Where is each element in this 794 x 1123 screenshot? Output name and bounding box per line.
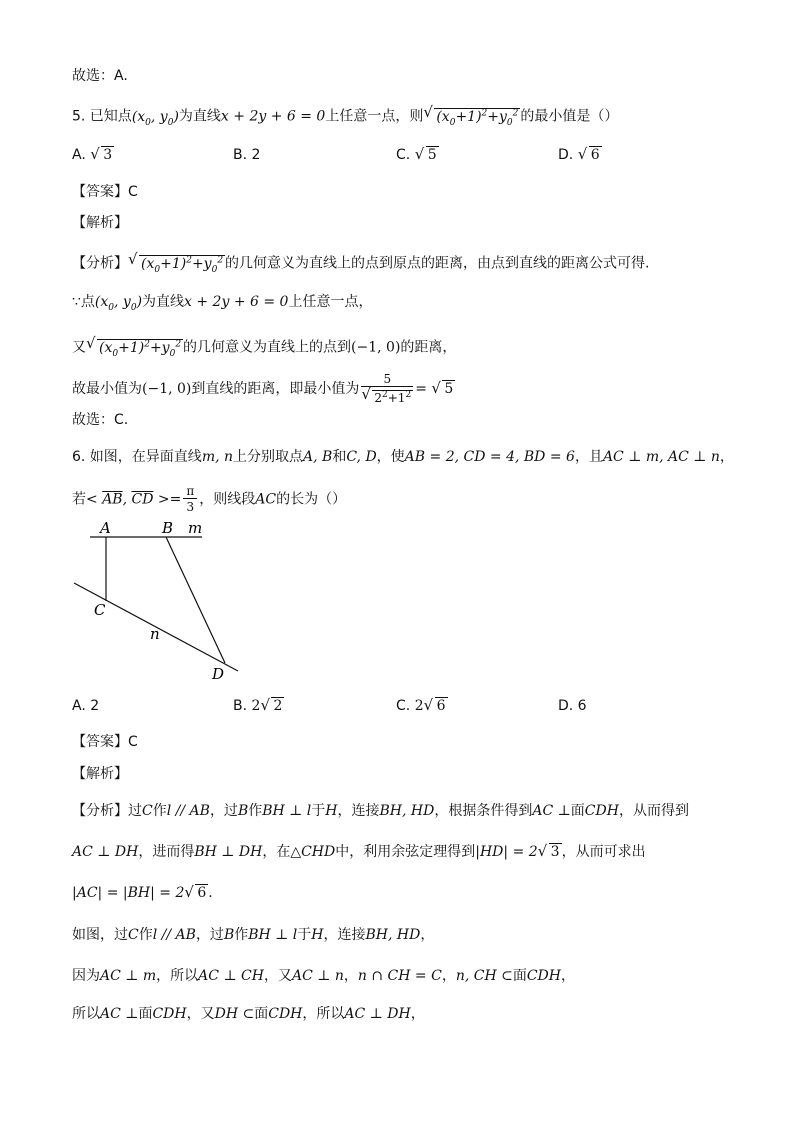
analysis-6-fenxi-2: AC ⊥ DH，进而得BH ⊥ DH，在△CHD中，利用余弦定理得到|HD| = 2 √ 3 ，从而可求出	[72, 842, 646, 862]
label-c: C	[94, 601, 106, 619]
question-6-line-1: 6. 如图，在异面直线m, n上分别取点A, B和C, D，使AB = 2, CD = 4, BD = 6，且AC ⊥ m, AC ⊥ n，	[72, 449, 734, 465]
label-m: m	[188, 519, 203, 537]
q5-option-b: B. 2	[233, 147, 261, 163]
solution-6-line-3: 所以AC ⊥面CDH，又DH ⊂面CDH，所以AC ⊥ DH，	[72, 1006, 425, 1022]
q5-option-d: D. √ 6	[558, 145, 602, 165]
q6-option-c: C. 2 √ 6	[396, 696, 448, 716]
q5-option-c: C. √ 5	[396, 145, 439, 165]
answer-6: 【答案】C	[72, 734, 138, 750]
analysis-6-heading: 【解析】	[72, 766, 128, 782]
q5-text-3: 的最小值是（）	[520, 108, 619, 125]
analysis-5-heading: 【解析】	[72, 215, 128, 231]
solution-6-line-1: 如图，过C作l // AB，过B作BH ⊥ l于H，连接BH, HD，	[72, 927, 435, 943]
label-n: n	[150, 625, 160, 643]
q5-text-2: 上任意一点，则	[325, 108, 424, 125]
answer-select-a: 故选：A.	[72, 68, 128, 84]
label-a: A	[100, 519, 111, 537]
geometry-figure	[70, 515, 250, 685]
q5-number: 5. 已知点	[72, 108, 132, 125]
analysis-6-fenxi-1: 【分析】过C作l // AB，过B作BH ⊥ l于H，连接BH, HD，根据条件得到AC ⊥面CDH，从而得到	[72, 803, 689, 819]
label-d: D	[212, 665, 225, 683]
question-6-line-2: 若< $\overline{AB}$, $\overline{CD}$ >= $\frac{\pi}{3}$ ，则线段AC的长为（）	[72, 484, 347, 514]
q5-option-a: A. √ 3	[72, 145, 114, 165]
q6-option-a: A. 2	[72, 698, 100, 714]
analysis-5-fenxi: 【分析】 √ $(x_0+1)^2+y_0^2$ 的几何意义为直线上的点到原点的距离，由点到直线的距离公式可得.	[72, 250, 650, 279]
answer-5: 【答案】C	[72, 184, 138, 200]
q5-text-1: 为直线	[178, 108, 221, 125]
analysis-5-line-3: 又 √ $(x_0+1)^2+y_0^2$ 的几何意义为直线上的点到(−1, 0)的距离，	[72, 334, 456, 363]
q6-option-b: B. 2 √ 2	[233, 696, 284, 716]
question-5: 5. 已知点($x_0$, $y_0$)为直线x + 2y + 6 = 0上任意一点，则 √ $(x_0+1)^2+y_0^2$ 的最小值是（）	[72, 103, 618, 132]
analysis-5-line-2: ∵点($x_0$, $y_0$)为直线x + 2y + 6 = 0上任意一点，	[72, 294, 373, 313]
segment-bd	[166, 537, 225, 663]
answer-select-c: 故选：C.	[72, 412, 129, 428]
q6-option-d: D. 6	[558, 698, 587, 714]
analysis-6-fenxi-3: |AC| = |BH| = 2 √ 6 .	[72, 883, 213, 903]
solution-6-line-2: 因为AC ⊥ m，所以AC ⊥ CH，又AC ⊥ n，n ∩ CH = C，n, CH ⊂面CDH，	[72, 968, 575, 984]
label-b: B	[162, 519, 174, 537]
analysis-5-line-4: 故最小值为(−1, 0)到直线的距离，即最小值为 5 √ $2^2+1^2$ = √ 5	[72, 372, 455, 406]
